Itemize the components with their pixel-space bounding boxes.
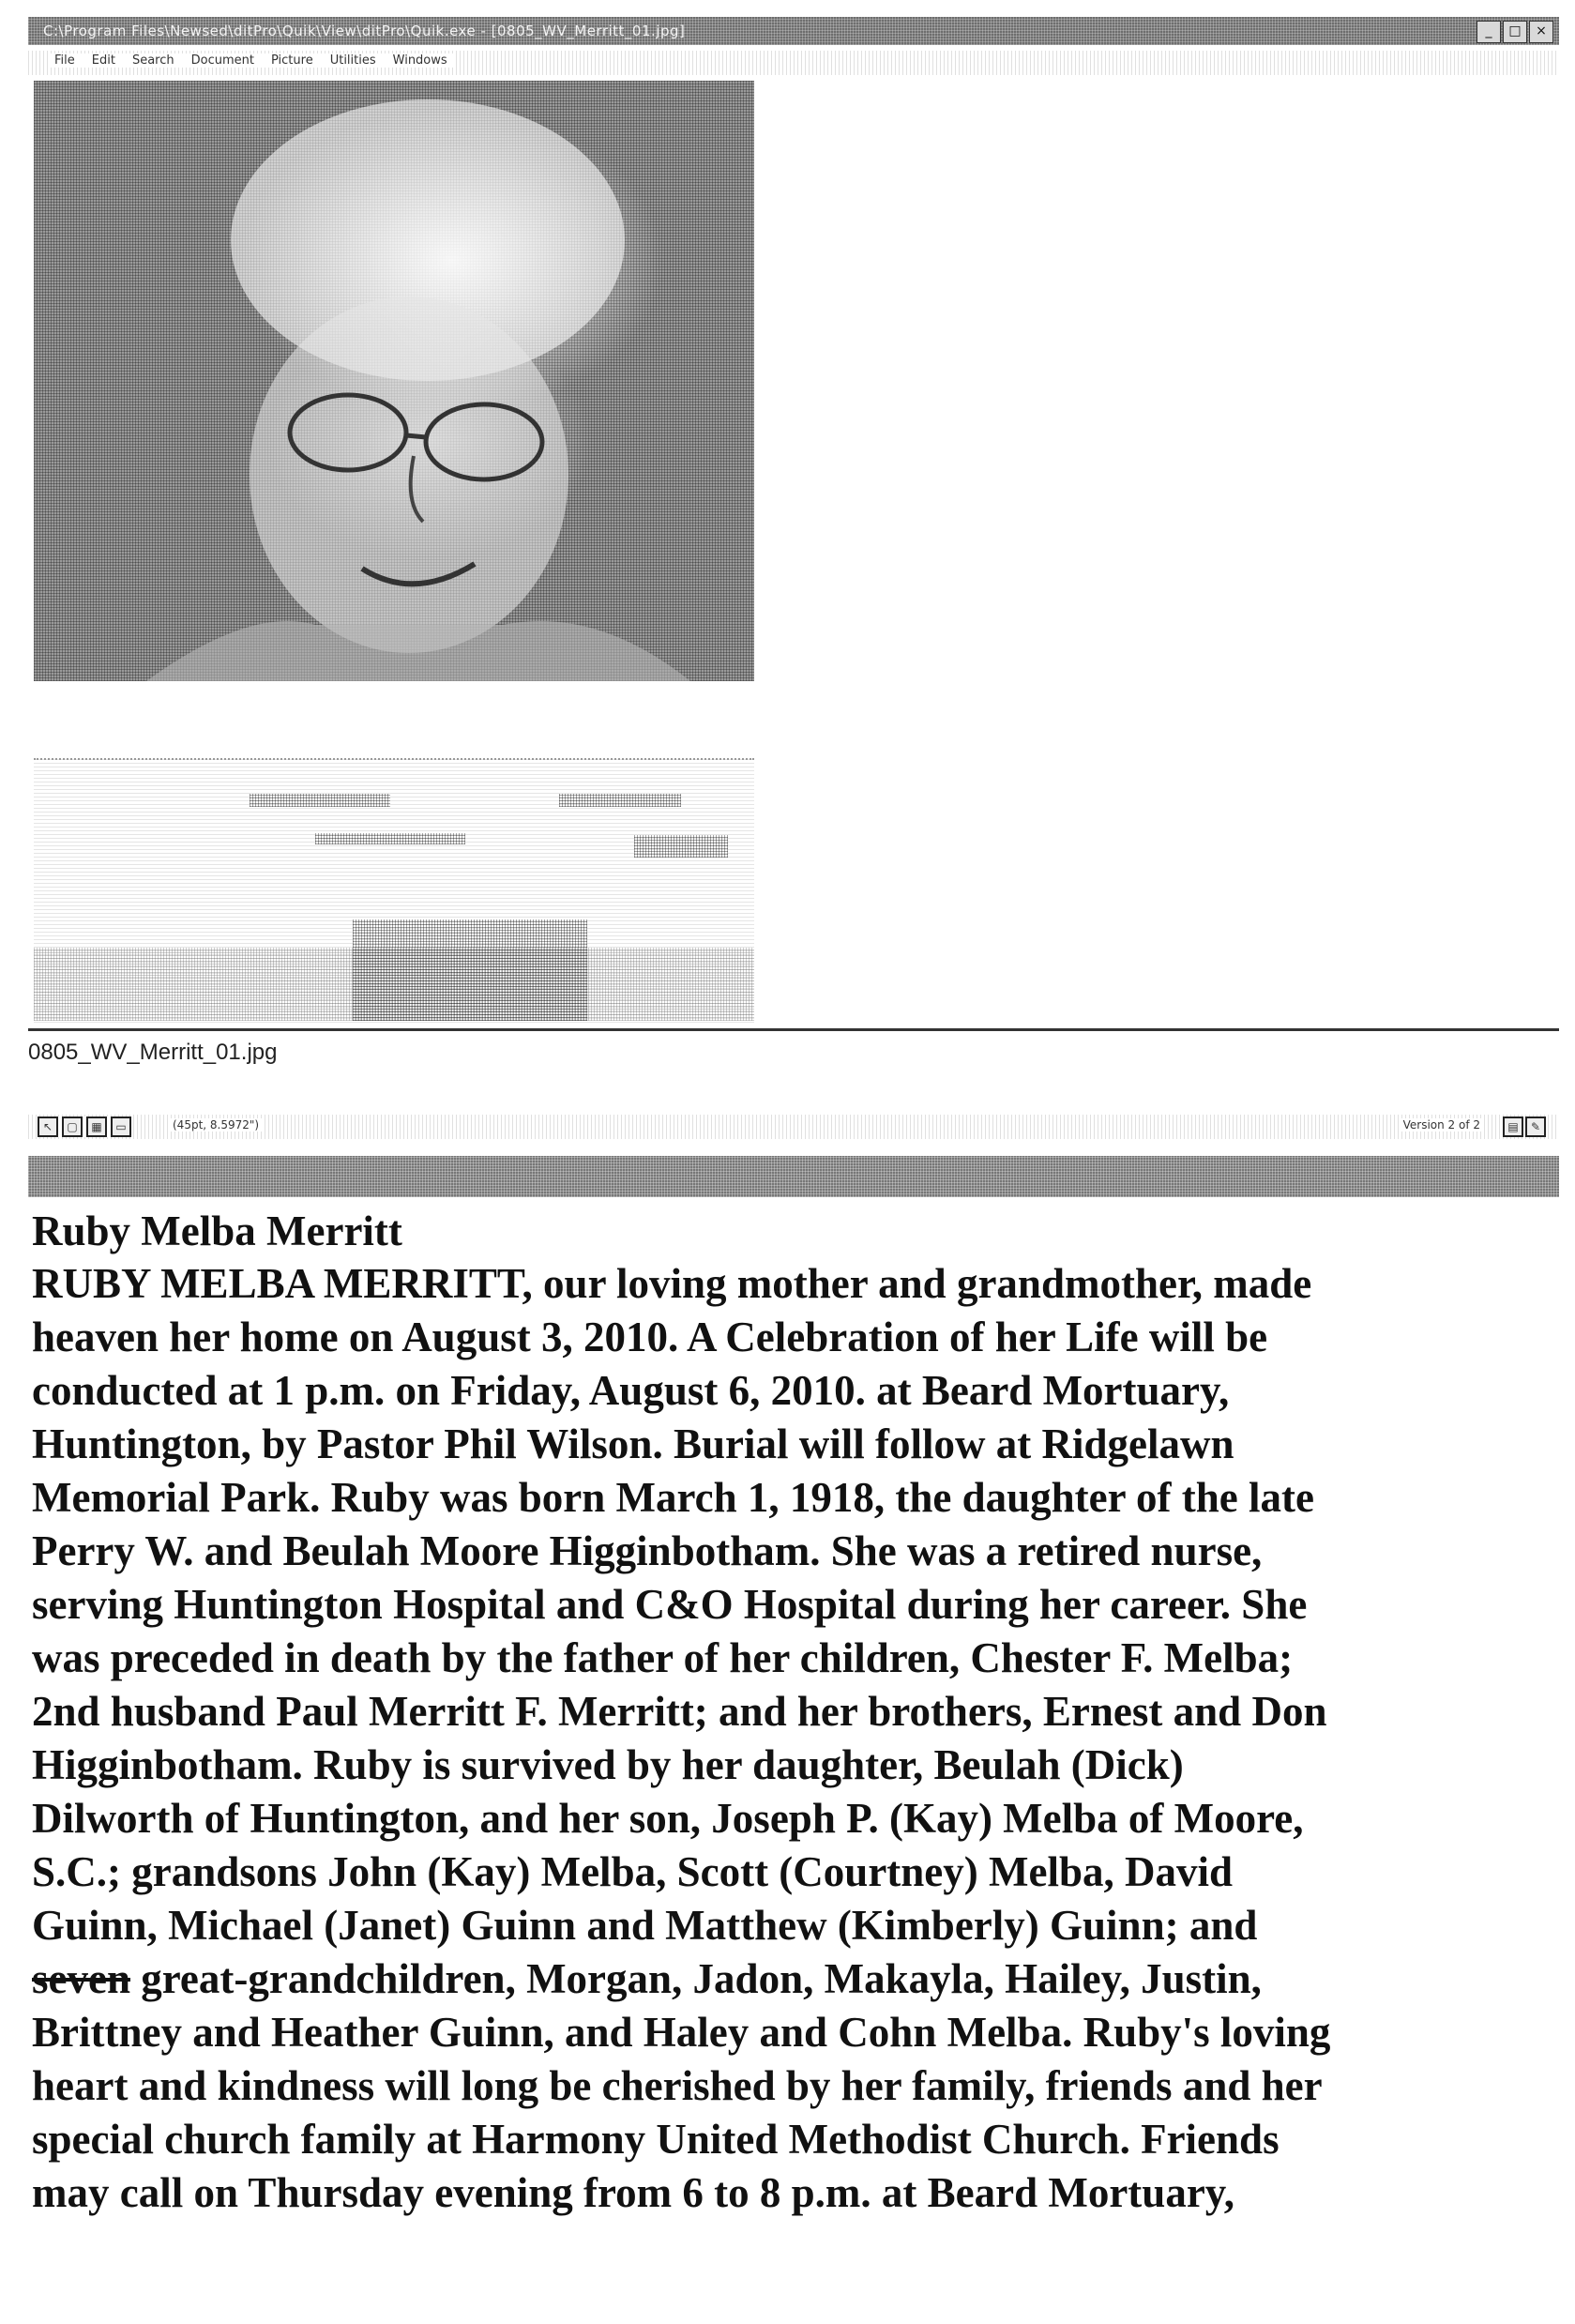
window-title-bar[interactable] xyxy=(28,17,1559,45)
scan-noise-block xyxy=(559,794,681,807)
scan-noise-block xyxy=(634,835,728,858)
status-bar xyxy=(28,1115,1559,1139)
status-right-icons xyxy=(1503,1116,1546,1137)
obituary-line: Perry W. and Beulah Moore Higginbotham. She was a retired nurse, xyxy=(32,1527,1263,1574)
maximize-button[interactable]: □ xyxy=(1503,21,1527,43)
menu-file[interactable]: File xyxy=(54,53,75,68)
obituary-line-remainder: great-grandchildren, Morgan, Jadon, Makayla, Hailey, Justin, xyxy=(130,1955,1262,2002)
print-icon[interactable]: ▤ xyxy=(1503,1116,1523,1137)
obituary-line: was preceded in death by the father of her children, Chester F. Melba; xyxy=(32,1634,1294,1681)
menu-picture[interactable]: Picture xyxy=(270,53,313,68)
obituary-text xyxy=(32,1205,1561,2220)
menu-edit[interactable]: Edit xyxy=(91,53,115,68)
obituary-line: Brittney and Heather Guinn, and Haley and Cohn Melba. Ruby's loving xyxy=(32,2009,1331,2056)
obituary-line: may call on Thursday evening from 6 to 8 p.m. at Beard Mortuary, xyxy=(32,2169,1235,2216)
grid-tool-icon[interactable]: ▦ xyxy=(86,1116,107,1137)
status-tools xyxy=(38,1116,131,1137)
scan-noise-block xyxy=(315,833,465,844)
obituary-heading: Ruby Melba Merritt xyxy=(32,1208,402,1254)
scan-noise-block xyxy=(250,794,390,807)
frame-tool-icon[interactable]: ▢ xyxy=(62,1116,83,1137)
obituary-line: S.C.; grandsons John (Kay) Melba, Scott (Courtney) Melba, David xyxy=(32,1848,1234,1895)
cursor-coordinates: (45pt, 8.5972") xyxy=(169,1118,263,1132)
obituary-line: heaven her home on August 3, 2010. A Celebration of her Life will be xyxy=(32,1314,1268,1360)
window-title: C:\Program Files\Newsed\ditPro\Quik\View\ditPro\Quik.exe - [0805_WV_Merritt_01.jpg] xyxy=(43,23,686,39)
obituary-line-with-strike xyxy=(32,1952,1561,2006)
obituary-line: Guinn, Michael (Janet) Guinn and Matthew (Kimberly) Guinn; and xyxy=(32,1902,1258,1949)
obituary-line: Dilworth of Huntington, and her son, Joseph P. (Kay) Melba of Moore, xyxy=(32,1795,1304,1842)
portrait-photo xyxy=(34,81,754,681)
obituary-line: RUBY MELBA MERRITT, our loving mother and grandmother, made xyxy=(32,1260,1312,1307)
pointer-tool-icon[interactable]: ↖ xyxy=(38,1116,58,1137)
scan-noise-block xyxy=(353,919,587,1021)
obituary-line: Higginbotham. Ruby is survived by her daughter, Beulah (Dick) xyxy=(32,1741,1184,1788)
struck-word: seven xyxy=(32,1955,130,2002)
obituary-line: Memorial Park. Ruby was born March 1, 1918, the daughter of the late xyxy=(32,1474,1314,1521)
obituary-line: serving Huntington Hospital and C&O Hospital during her career. She xyxy=(32,1581,1308,1628)
menu-list xyxy=(49,53,453,68)
obituary-line: conducted at 1 p.m. on Friday, August 6, 2010. at Beard Mortuary, xyxy=(32,1367,1230,1414)
minimize-button[interactable]: _ xyxy=(1477,21,1501,43)
close-button[interactable]: × xyxy=(1529,21,1553,43)
menu-document[interactable]: Document xyxy=(190,53,254,68)
version-indicator: Version 2 of 2 xyxy=(1400,1118,1484,1132)
obituary-line: Huntington, by Pastor Phil Wilson. Burial will follow at Ridgelawn xyxy=(32,1420,1234,1467)
menu-bar xyxy=(28,51,1559,75)
menu-windows[interactable]: Windows xyxy=(392,53,447,68)
portrait-sketch xyxy=(34,81,754,681)
menu-search[interactable]: Search xyxy=(131,53,174,68)
image-filename: 0805_WV_Merritt_01.jpg xyxy=(28,1040,278,1065)
obituary-line: heart and kindness will long be cherished by her family, friends and her xyxy=(32,2062,1323,2109)
page-tool-icon[interactable]: ▭ xyxy=(111,1116,131,1137)
obituary-line: 2nd husband Paul Merritt F. Merritt; and her brothers, Ernest and Don xyxy=(32,1688,1327,1735)
obituary-line: special church family at Harmony United Methodist Church. Friends xyxy=(32,2116,1280,2163)
menu-utilities[interactable]: Utilities xyxy=(329,53,376,68)
pen-icon[interactable]: ✎ xyxy=(1525,1116,1546,1137)
divider xyxy=(28,1028,1559,1031)
header-band xyxy=(28,1156,1559,1197)
scan-fragment xyxy=(34,758,754,1023)
